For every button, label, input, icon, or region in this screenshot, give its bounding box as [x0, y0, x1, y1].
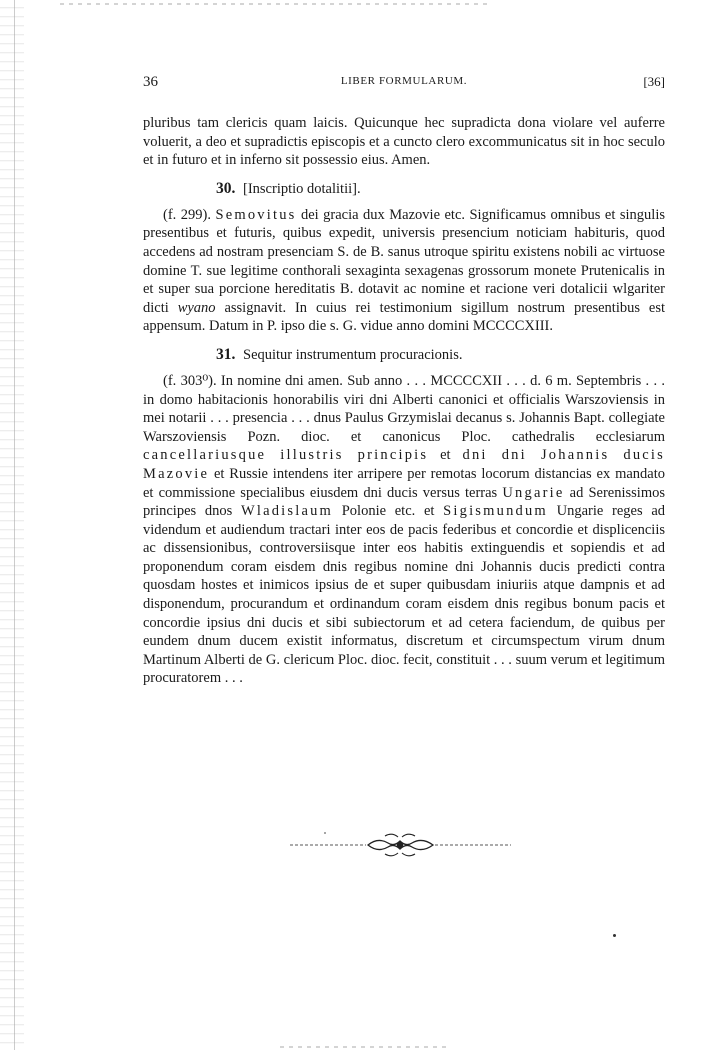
page-body — [143, 114, 665, 688]
spaced-text: Sigismundum — [443, 503, 548, 520]
binding-fold-line — [14, 0, 15, 1050]
spaced-text: Wladislaum — [240, 503, 334, 520]
folio-reference: (f. 303⁰). — [163, 372, 217, 389]
folio-reference: (f. 299). — [163, 206, 211, 223]
section-31-title: Sequitur instrumentum procuracionis. — [243, 346, 463, 363]
text-run: In nomine dni amen. Sub anno . . . MCCCCXII . . . d. 6 m. Septembris . . . in domo habitacionis honorabilis viri dni Alberti canonici et officialis Warszoviensis in mei notarii . . . presencia . . . dnus Paulus Grzymislai decanus s. Johannis Bapt. collegiate Warszoviensis Pozn. dioc. et canonicus Ploc. cathedralis ecclesiarum — [143, 372, 665, 445]
top-scan-artifact — [60, 3, 490, 5]
continued-paragraph: pluribus tam clericis quam laicis. Quicunque hec supradicta dona violare vel auferre voluerit, a deo et supradictis episcopis et a cuncto clero excommunicatus sit in hoc seculo et in futuro et in inferno sit possessio eius. Amen. — [143, 115, 665, 169]
text-run: assignavit. In cuius rei testimonium sigillum nostrum presentibus est appensum. Datum in P. ipso die s. G. vidue anno domini MCCCCXIII. — [143, 299, 666, 335]
section-30-number: 30. — [216, 179, 236, 197]
text-run: et — [440, 447, 451, 464]
bottom-scan-artifact — [280, 1046, 450, 1048]
text-run: et Russie intendens iter arripere per remotas locorum distancias ex mandato et commissione specialibus eiusdem dni ducis versus terras — [143, 465, 665, 501]
scanned-binding-edge — [0, 0, 24, 1050]
page-reference: [36] — [643, 74, 665, 89]
text-run: Ungarie reges ad videndum et audiendum tractari inter eos de pacis federibus et concordie et displicenciis ac dissensionibus, controversiisque inter eos habitis extinguendis et sopiendis et ad proponendum coram eisdem dnis regibus nomine dni Johannis ducis predicti contra quosdam hostes et inimicos ipsius de et super quibusdam iniuriis atque dampnis et ad disponendum, procurandum et ordinandum coram eisdem dnis regibus bonum pacis et concordie ipsius dni ducis et sibi subiectorum et ad cetera faciendum, de quibus per eundem dnum ducem existit informatus, discretum et circumspectum virum dnum Martinum Alberti de G. clericum Ploc. dioc. fecit, constituit . . . suum verum et legitimum procuratorem . . . — [143, 503, 666, 687]
section-31-number: 31. — [216, 345, 236, 363]
section-31-heading — [143, 345, 665, 365]
section-30-paragraph — [143, 206, 665, 336]
text-run: ad Serenissimos principes dnos — [143, 484, 666, 520]
spaced-text: dni dni Johannis ducis Mazovie — [143, 447, 666, 482]
section-30-title: [Inscriptio dotalitii]. — [243, 180, 361, 197]
section-31-paragraph — [143, 372, 665, 688]
italic-vernacular-word: wyano — [177, 299, 216, 316]
spaced-text: Ungarie — [502, 484, 565, 501]
section-30-heading — [143, 179, 665, 199]
spaced-text: cancellariusque illustris principis — [143, 447, 429, 464]
text-run: Polonie etc. et — [341, 503, 435, 520]
text-run: dei gracia dux Mazovie etc. Significamus omnibus et singulis presentibus et futuris, quibus expedit, universis presencium noticiam habituris, quod accedens ad nostram presenciam S. de B. sanus utroque spiritu existens nobili ac virtuose domine T. sue legitime conthorali sexaginta sexagenas grossorum monete Prutenicalis in et super sua porcione hereditatis B. dotavit ac nomine et racione veri dotalicii wlgariter dicti — [143, 206, 665, 316]
running-title: LIBER FORMULARUM. — [340, 75, 468, 87]
page-header — [143, 74, 665, 94]
scroll-flourish-icon — [288, 828, 513, 860]
spaced-name: Semovitus — [215, 206, 297, 223]
page-number: 36 — [143, 74, 158, 90]
stray-mark — [613, 934, 616, 937]
